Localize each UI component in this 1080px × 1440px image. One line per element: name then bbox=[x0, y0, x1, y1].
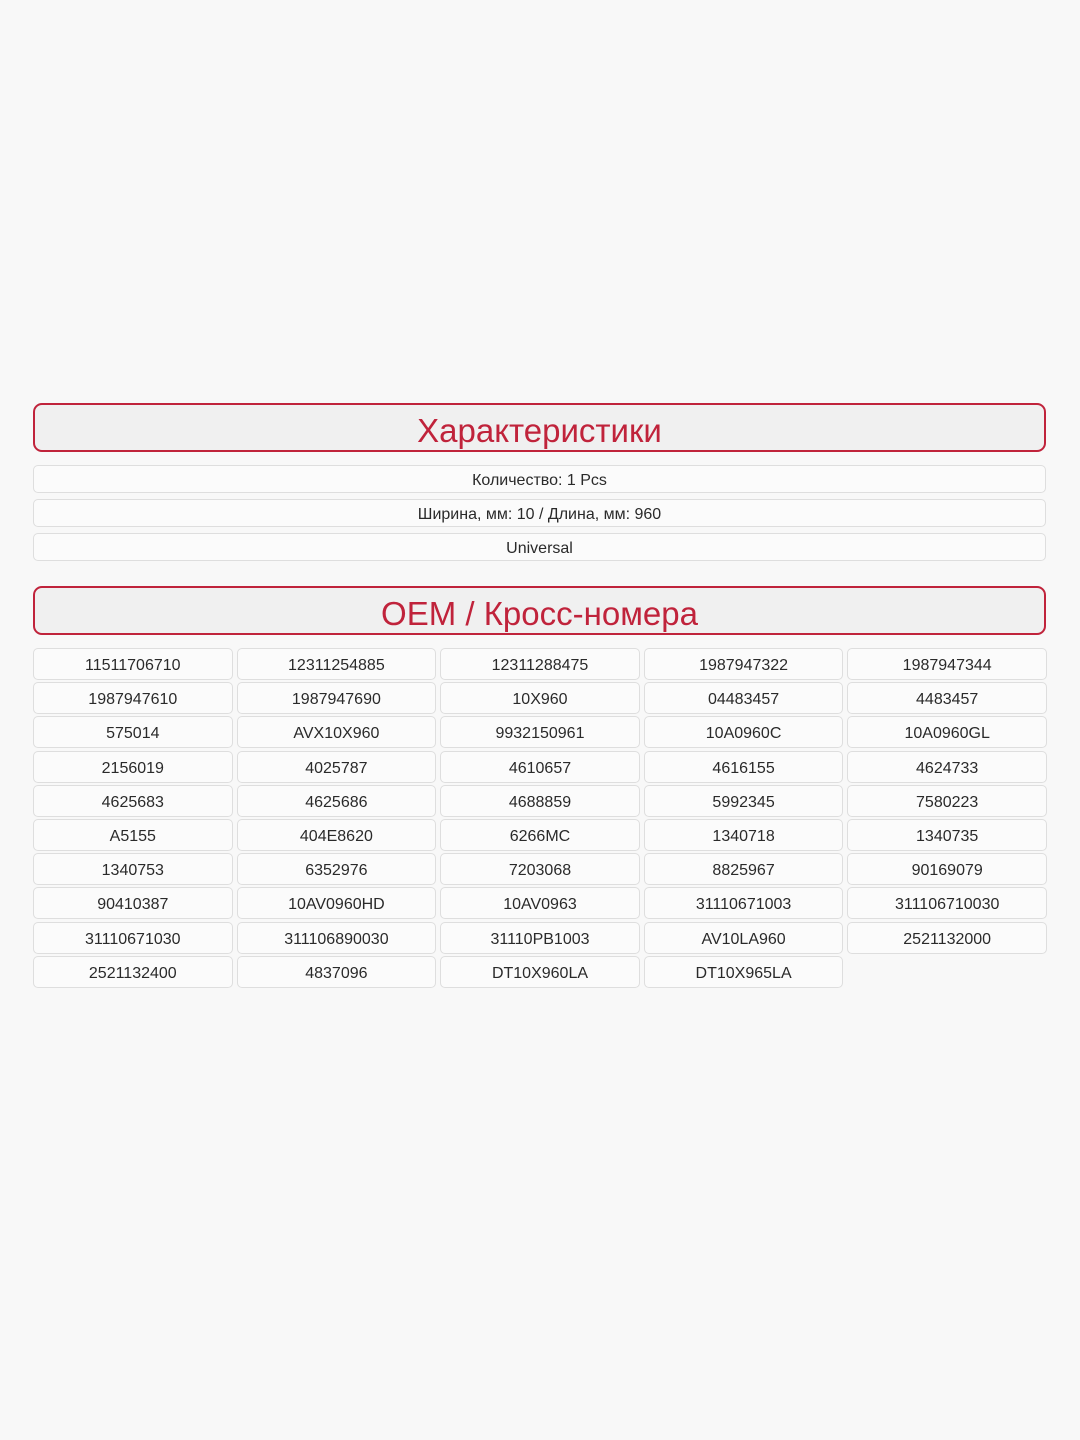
oem-number-cell: 10A0960GL bbox=[847, 716, 1047, 748]
specs-title: Характеристики bbox=[417, 411, 662, 449]
oem-number-cell: 2521132000 bbox=[847, 922, 1047, 954]
oem-number-cell: 4483457 bbox=[847, 682, 1047, 714]
oem-number-cell: 1340718 bbox=[644, 819, 844, 851]
oem-number-cell: A5155 bbox=[33, 819, 233, 851]
oem-number-cell: 575014 bbox=[33, 716, 233, 748]
oem-section-header bbox=[33, 586, 1046, 635]
oem-number-cell: 311106710030 bbox=[847, 887, 1047, 919]
oem-title: OEM / Кросс-номера bbox=[381, 594, 698, 632]
oem-number-cell: 90169079 bbox=[847, 853, 1047, 885]
oem-number-cell: 11511706710 bbox=[33, 648, 233, 680]
oem-number-cell: 1987947690 bbox=[237, 682, 437, 714]
oem-number-cell: DT10X960LA bbox=[440, 956, 640, 988]
oem-number-cell: 12311254885 bbox=[237, 648, 437, 680]
oem-number-cell: 4625686 bbox=[237, 785, 437, 817]
oem-number-cell: 4624733 bbox=[847, 751, 1047, 783]
oem-number-grid bbox=[33, 648, 1047, 988]
oem-number-cell: 31110671030 bbox=[33, 922, 233, 954]
oem-number-cell: 31110PB1003 bbox=[440, 922, 640, 954]
oem-number-cell: 1987947610 bbox=[33, 682, 233, 714]
oem-number-cell: 7580223 bbox=[847, 785, 1047, 817]
oem-number-cell: 1340753 bbox=[33, 853, 233, 885]
oem-number-cell: AV10LA960 bbox=[644, 922, 844, 954]
oem-number-cell: 6352976 bbox=[237, 853, 437, 885]
oem-number-cell: 9932150961 bbox=[440, 716, 640, 748]
oem-number-cell: 10A0960C bbox=[644, 716, 844, 748]
oem-number-cell: 10AV0960HD bbox=[237, 887, 437, 919]
oem-number-cell: 8825967 bbox=[644, 853, 844, 885]
spec-row-fitment: Universal bbox=[33, 533, 1046, 561]
oem-number-cell: 1340735 bbox=[847, 819, 1047, 851]
oem-number-cell: 31110671003 bbox=[644, 887, 844, 919]
spec-row-quantity: Количество: 1 Pcs bbox=[33, 465, 1046, 493]
oem-number-cell: 404E8620 bbox=[237, 819, 437, 851]
oem-number-cell: 6266MC bbox=[440, 819, 640, 851]
oem-number-cell: 10AV0963 bbox=[440, 887, 640, 919]
oem-number-cell: 1987947322 bbox=[644, 648, 844, 680]
oem-number-cell: 10X960 bbox=[440, 682, 640, 714]
specs-section-header bbox=[33, 403, 1046, 452]
oem-number-cell: 90410387 bbox=[33, 887, 233, 919]
oem-number-cell: 7203068 bbox=[440, 853, 640, 885]
oem-number-cell: AVX10X960 bbox=[237, 716, 437, 748]
oem-number-cell: 311106890030 bbox=[237, 922, 437, 954]
oem-number-cell: 04483457 bbox=[644, 682, 844, 714]
spec-row-dimensions: Ширина, мм: 10 / Длина, мм: 960 bbox=[33, 499, 1046, 527]
oem-number-cell: 4625683 bbox=[33, 785, 233, 817]
oem-number-cell: 4837096 bbox=[237, 956, 437, 988]
oem-number-cell: 5992345 bbox=[644, 785, 844, 817]
oem-number-cell: 4688859 bbox=[440, 785, 640, 817]
oem-number-cell: 12311288475 bbox=[440, 648, 640, 680]
oem-number-cell: 2521132400 bbox=[33, 956, 233, 988]
oem-number-cell: 1987947344 bbox=[847, 648, 1047, 680]
oem-number-cell: DT10X965LA bbox=[644, 956, 844, 988]
oem-number-cell: 4025787 bbox=[237, 751, 437, 783]
oem-number-cell: 2156019 bbox=[33, 751, 233, 783]
oem-number-cell: 4616155 bbox=[644, 751, 844, 783]
oem-number-cell: 4610657 bbox=[440, 751, 640, 783]
